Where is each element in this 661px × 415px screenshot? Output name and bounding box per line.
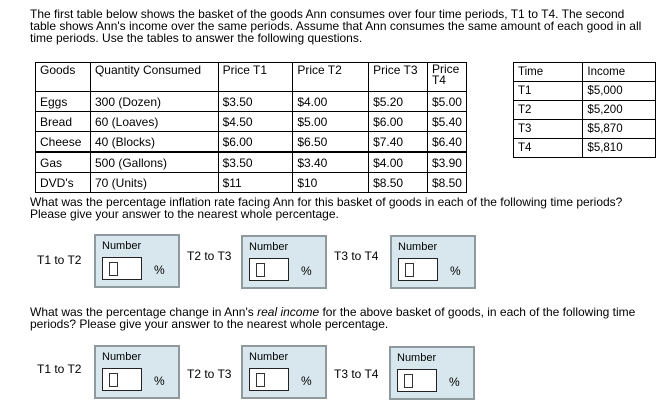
table-cell: Cheese xyxy=(36,132,91,153)
table-cell: $8.50 xyxy=(369,173,428,193)
table-row xyxy=(36,152,467,173)
table-cell: $11 xyxy=(218,173,293,193)
period-label: T2 to T3 xyxy=(187,367,232,381)
table-cell: $5.40 xyxy=(427,112,466,132)
table-cell: 70 (Units) xyxy=(90,173,218,193)
header-cell: Time xyxy=(514,63,583,82)
table-cell: $4.00 xyxy=(369,152,428,173)
table-cell: 300 (Dozen) xyxy=(90,92,218,112)
table-cell: $6.50 xyxy=(293,132,369,153)
header-cell: Price T4 xyxy=(427,63,466,92)
number-label: Number xyxy=(397,352,437,364)
table-cell: $10 xyxy=(293,173,369,193)
number-label: Number xyxy=(398,241,438,253)
answer-box xyxy=(390,235,476,289)
text-cursor-icon xyxy=(405,263,414,277)
table-cell: 500 (Gallons) xyxy=(90,152,218,173)
period-label: T2 to T3 xyxy=(187,249,232,263)
text-cursor-icon xyxy=(404,374,413,388)
header-cell: Income xyxy=(583,63,656,82)
table-cell: Gas xyxy=(36,152,91,173)
number-input[interactable] xyxy=(249,258,289,281)
intro-text: The first table below shows the basket of the goods Ann consumes over four time periods, T1 to T4. The second table shows Ann's income over the same periods. Assume that Ann consumes the same amount of each good in all time periods. Use the tables to answer the following questions. xyxy=(30,7,642,45)
number-input[interactable] xyxy=(102,368,142,391)
period-label: T1 to T2 xyxy=(37,253,82,267)
number-input[interactable] xyxy=(398,258,438,281)
question-1-text: What was the percentage inflation rate facing Ann for this basket of goods in each of the following time periods? Please give your answer to the nearest whole percentage. xyxy=(30,195,623,221)
answer-box xyxy=(241,345,327,399)
percent-unit: % xyxy=(450,264,461,278)
table-cell: T4 xyxy=(514,139,583,158)
table-cell: $8.50 xyxy=(427,173,466,193)
period-label: T1 to T2 xyxy=(37,362,82,376)
header-cell: Goods xyxy=(36,63,91,92)
table-row xyxy=(514,101,656,120)
goods-price-table xyxy=(35,62,467,193)
table-cell: T3 xyxy=(514,120,583,139)
table-row xyxy=(514,120,656,139)
period-label: T3 to T4 xyxy=(334,367,379,381)
table-cell: $5.00 xyxy=(293,112,369,132)
table-cell: T1 xyxy=(514,82,583,101)
table-cell: $3.90 xyxy=(427,152,466,173)
table-row xyxy=(36,92,467,112)
table-cell: $5.00 xyxy=(427,92,466,112)
header-cell: Quantity Consumed xyxy=(90,63,218,92)
table-cell: Eggs xyxy=(36,92,91,112)
answer-box xyxy=(241,235,327,289)
answer-box xyxy=(94,234,180,288)
table-row xyxy=(36,112,467,132)
number-label: Number xyxy=(249,241,289,253)
number-label: Number xyxy=(249,351,289,363)
table-cell: $3.50 xyxy=(218,152,293,173)
table-cell: 60 (Loaves) xyxy=(90,112,218,132)
question-2-text xyxy=(30,306,650,330)
header-cell: Price T2 xyxy=(293,63,369,92)
number-input[interactable] xyxy=(397,369,437,392)
number-input[interactable] xyxy=(249,368,289,391)
answer-box xyxy=(94,345,180,399)
table-cell: $5.20 xyxy=(369,92,428,112)
table-cell: $7.40 xyxy=(369,132,428,153)
answer-box xyxy=(389,346,475,400)
q2-emphasis: real income xyxy=(257,305,320,319)
text-cursor-icon xyxy=(109,262,118,276)
table-cell: T2 xyxy=(514,101,583,120)
table-row xyxy=(514,139,656,158)
table-cell: DVD's xyxy=(36,173,91,193)
table-cell: $3.50 xyxy=(218,92,293,112)
number-input[interactable] xyxy=(102,257,142,280)
table-cell: $4.00 xyxy=(293,92,369,112)
table-row xyxy=(36,173,467,193)
table-cell: $5,200 xyxy=(583,101,656,120)
number-label: Number xyxy=(102,240,142,252)
table-cell: $4.50 xyxy=(218,112,293,132)
table-cell: $6.40 xyxy=(427,132,466,153)
period-label: T3 to T4 xyxy=(334,249,379,263)
table-row xyxy=(36,132,467,153)
table-cell: $5,870 xyxy=(583,120,656,139)
q2-text-part: for the above basket of goods, in each of the following time periods? Please give your answer to the nearest whole percentage. xyxy=(30,305,636,331)
table-cell: $6.00 xyxy=(218,132,293,153)
table-cell: $5,810 xyxy=(583,139,656,158)
percent-unit: % xyxy=(301,264,312,278)
table-cell: $5,000 xyxy=(583,82,656,101)
percent-unit: % xyxy=(301,374,312,388)
percent-unit: % xyxy=(449,375,460,389)
table-cell: $3.40 xyxy=(293,152,369,173)
text-cursor-icon xyxy=(256,373,265,387)
q2-text-part: What was the percentage change in Ann's xyxy=(30,305,258,319)
table-cell: 40 (Blocks) xyxy=(90,132,218,153)
table-cell: Bread xyxy=(36,112,91,132)
header-cell: Price T3 xyxy=(369,63,428,92)
percent-unit: % xyxy=(154,263,165,277)
number-label: Number xyxy=(102,351,142,363)
text-cursor-icon xyxy=(109,373,118,387)
header-cell: Price T1 xyxy=(218,63,293,92)
income-table xyxy=(513,62,656,158)
table-cell: $6.00 xyxy=(369,112,428,132)
table-row xyxy=(514,82,656,101)
percent-unit: % xyxy=(154,374,165,388)
text-cursor-icon xyxy=(256,263,265,277)
